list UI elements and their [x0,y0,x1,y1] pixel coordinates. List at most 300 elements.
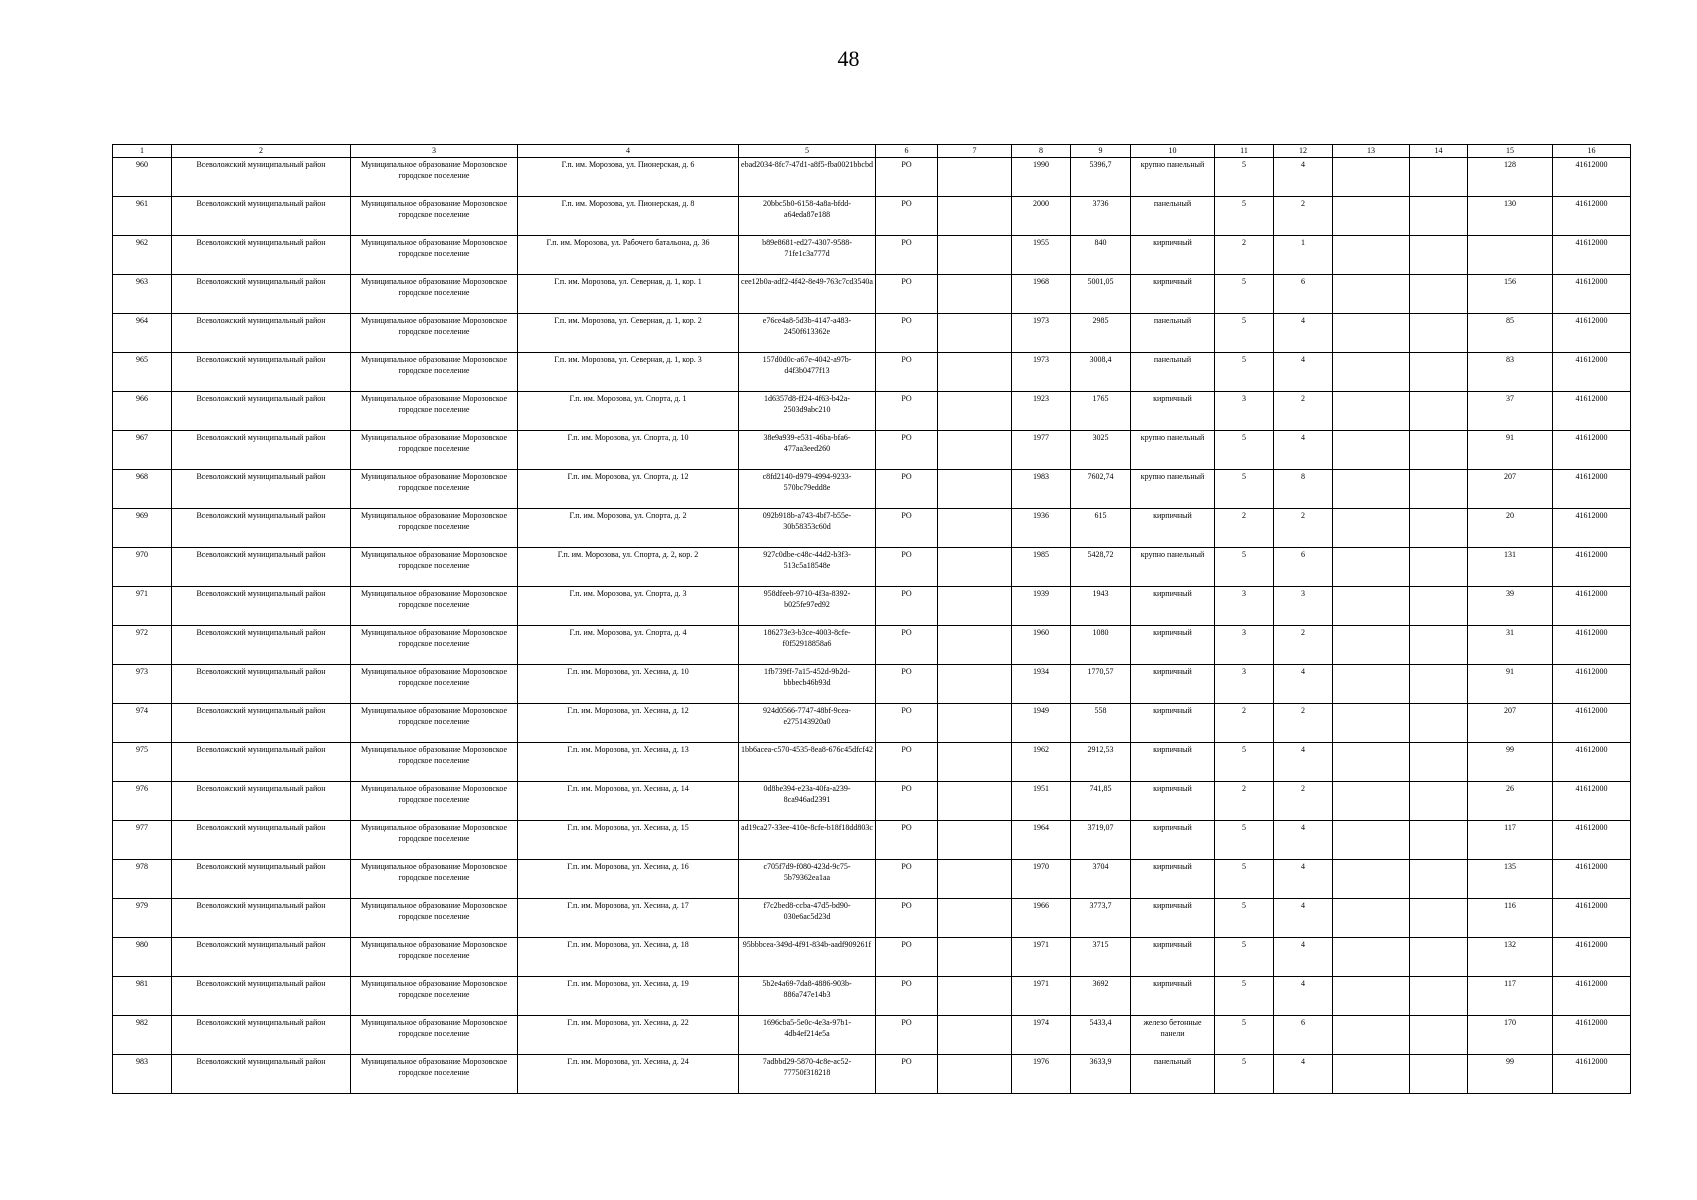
table-cell-col-11: 2 [1215,509,1274,548]
table-cell-col-16: 41612000 [1553,548,1631,587]
table-cell-col-5: 927c0dbe-c48c-44d2-b3f3-513c5a18548e [739,548,876,587]
table-cell-col-8: 1983 [1012,470,1071,509]
table-cell-col-12: 2 [1274,782,1333,821]
table-cell-col-5: 1696cba5-5e0c-4e3a-97b1-4db4ef214e5a [739,1016,876,1055]
table-cell-col-12: 2 [1274,392,1333,431]
table-cell-col-13 [1333,470,1410,509]
table-cell-col-13 [1333,626,1410,665]
table-cell-col-9: 1770,57 [1071,665,1131,704]
table-cell-col-6: РО [876,587,938,626]
table-row [113,821,1631,860]
table-cell-col-15: 117 [1468,821,1553,860]
table-cell-col-5: 0d8be394-e23a-40fa-a239-8ca946ad2391 [739,782,876,821]
table-cell-col-12: 4 [1274,1055,1333,1094]
table-row [113,1055,1631,1094]
table-cell-col-12: 4 [1274,431,1333,470]
table-row [113,392,1631,431]
table-cell-col-16: 41612000 [1553,938,1631,977]
table-cell-col-1: 965 [113,353,172,392]
table-cell-col-1: 983 [113,1055,172,1094]
table-cell-col-16: 41612000 [1553,821,1631,860]
table-cell-col-13 [1333,236,1410,275]
table-cell-col-5: 157d0d0c-a67e-4042-a97b-d4f3b0477f13 [739,353,876,392]
table-cell-col-14 [1410,197,1468,236]
table-cell-col-6: РО [876,938,938,977]
table-cell-col-3: Муниципальное образование Морозовское городское поселение [351,275,518,314]
table-cell-col-16: 41612000 [1553,392,1631,431]
table-cell-col-14 [1410,899,1468,938]
table-cell-col-7 [938,977,1012,1016]
table-row [113,743,1631,782]
table-cell-col-8: 1934 [1012,665,1071,704]
table-cell-col-14 [1410,548,1468,587]
table-cell-col-16: 41612000 [1553,1016,1631,1055]
table-cell-col-7 [938,782,1012,821]
table-cell-col-4: Г.п. им. Морозова, ул. Северная, д. 1, кор. 3 [518,353,739,392]
table-cell-col-11: 5 [1215,314,1274,353]
table-cell-col-7 [938,431,1012,470]
column-header-5: 5 [739,145,876,158]
column-header-8: 8 [1012,145,1071,158]
table-cell-col-3: Муниципальное образование Морозовское городское поселение [351,1016,518,1055]
table-cell-col-3: Муниципальное образование Морозовское городское поселение [351,431,518,470]
table-cell-col-6: РО [876,353,938,392]
table-cell-col-16: 41612000 [1553,509,1631,548]
table-row [113,704,1631,743]
table-cell-col-10: крупно панельный [1131,158,1215,197]
table-cell-col-12: 8 [1274,470,1333,509]
table-cell-col-12: 4 [1274,665,1333,704]
table-cell-col-15: 99 [1468,743,1553,782]
table-cell-col-9: 5396,7 [1071,158,1131,197]
table-cell-col-5: 7adbbd29-5870-4c8e-ac52-77750f318218 [739,1055,876,1094]
table-cell-col-2: Всеволожский муниципальный район [172,509,351,548]
table-row [113,587,1631,626]
table-cell-col-10: кирпичный [1131,626,1215,665]
table-cell-col-1: 980 [113,938,172,977]
table-cell-col-13 [1333,431,1410,470]
table-cell-col-3: Муниципальное образование Морозовское городское поселение [351,470,518,509]
table-cell-col-7 [938,704,1012,743]
table-cell-col-6: РО [876,704,938,743]
column-header-14: 14 [1410,145,1468,158]
table-cell-col-14 [1410,1016,1468,1055]
table-cell-col-9: 3719,07 [1071,821,1131,860]
table-cell-col-15: 83 [1468,353,1553,392]
table-cell-col-1: 971 [113,587,172,626]
table-cell-col-8: 1977 [1012,431,1071,470]
table-cell-col-4: Г.п. им. Морозова, ул. Хесина, д. 13 [518,743,739,782]
table-cell-col-2: Всеволожский муниципальный район [172,938,351,977]
table-cell-col-8: 1939 [1012,587,1071,626]
table-cell-col-2: Всеволожский муниципальный район [172,821,351,860]
table-cell-col-6: РО [876,665,938,704]
table-cell-col-4: Г.п. им. Морозова, ул. Пионерская, д. 6 [518,158,739,197]
table-cell-col-14 [1410,314,1468,353]
table-cell-col-12: 4 [1274,977,1333,1016]
column-header-3: 3 [351,145,518,158]
table-cell-col-6: РО [876,431,938,470]
table-cell-col-13 [1333,1055,1410,1094]
table-cell-col-10: крупно панельный [1131,470,1215,509]
table-cell-col-12: 4 [1274,158,1333,197]
table-cell-col-13 [1333,197,1410,236]
table-cell-col-15: 26 [1468,782,1553,821]
table-cell-col-1: 974 [113,704,172,743]
table-cell-col-14 [1410,353,1468,392]
table-row [113,197,1631,236]
table-cell-col-5: c705f7d9-f080-423d-9c75-5b79362ea1aa [739,860,876,899]
table-cell-col-6: РО [876,899,938,938]
table-cell-col-7 [938,548,1012,587]
table-cell-col-14 [1410,626,1468,665]
table-cell-col-8: 1960 [1012,626,1071,665]
table-cell-col-13 [1333,548,1410,587]
table-cell-col-8: 1968 [1012,275,1071,314]
table-cell-col-9: 1943 [1071,587,1131,626]
table-cell-col-2: Всеволожский муниципальный район [172,977,351,1016]
table-cell-col-2: Всеволожский муниципальный район [172,353,351,392]
table-cell-col-8: 1990 [1012,158,1071,197]
table-cell-col-12: 6 [1274,548,1333,587]
table-cell-col-10: панельный [1131,314,1215,353]
table-cell-col-5: b89e8681-ed27-4307-9588-71fe1c3a777d [739,236,876,275]
table-cell-col-4: Г.п. им. Морозова, ул. Хесина, д. 19 [518,977,739,1016]
table-cell-col-5: 958dfeeb-9710-4f3a-8392-b025fe97ed92 [739,587,876,626]
table-cell-col-4: Г.п. им. Морозова, ул. Хесина, д. 17 [518,899,739,938]
table-cell-col-9: 2912,53 [1071,743,1131,782]
table-cell-col-7 [938,1055,1012,1094]
table-cell-col-6: РО [876,1016,938,1055]
table-cell-col-9: 5433,4 [1071,1016,1131,1055]
table-cell-col-12: 2 [1274,704,1333,743]
table-cell-col-1: 969 [113,509,172,548]
table-cell-col-15: 130 [1468,197,1553,236]
table-cell-col-2: Всеволожский муниципальный район [172,899,351,938]
table-cell-col-4: Г.п. им. Морозова, ул. Хесина, д. 14 [518,782,739,821]
table-cell-col-15: 91 [1468,431,1553,470]
table-cell-col-3: Муниципальное образование Морозовское городское поселение [351,548,518,587]
table-cell-col-13 [1333,509,1410,548]
table-cell-col-5: f7c2bed8-ccba-47d5-bd90-030e6ac5d23d [739,899,876,938]
table-cell-col-9: 615 [1071,509,1131,548]
table-cell-col-16: 41612000 [1553,353,1631,392]
table-body [113,158,1631,1094]
table-row [113,1016,1631,1055]
table-cell-col-14 [1410,587,1468,626]
table-cell-col-14 [1410,938,1468,977]
table-cell-col-10: панельный [1131,353,1215,392]
table-row [113,548,1631,587]
table-cell-col-11: 2 [1215,782,1274,821]
table-cell-col-10: кирпичный [1131,665,1215,704]
table-cell-col-9: 741,85 [1071,782,1131,821]
table-cell-col-3: Муниципальное образование Морозовское городское поселение [351,743,518,782]
table-cell-col-11: 5 [1215,470,1274,509]
table-cell-col-10: кирпичный [1131,860,1215,899]
table-cell-col-2: Всеволожский муниципальный район [172,626,351,665]
table-cell-col-10: кирпичный [1131,236,1215,275]
table-cell-col-7 [938,353,1012,392]
table-cell-col-3: Муниципальное образование Морозовское городское поселение [351,899,518,938]
table-cell-col-9: 3736 [1071,197,1131,236]
table-cell-col-11: 2 [1215,236,1274,275]
table-cell-col-7 [938,665,1012,704]
table-cell-col-12: 4 [1274,353,1333,392]
table-cell-col-6: РО [876,860,938,899]
table-cell-col-15: 131 [1468,548,1553,587]
table-cell-col-8: 1973 [1012,314,1071,353]
table-cell-col-9: 3715 [1071,938,1131,977]
table-cell-col-15: 20 [1468,509,1553,548]
column-header-13: 13 [1333,145,1410,158]
table-cell-col-14 [1410,665,1468,704]
table-cell-col-13 [1333,821,1410,860]
table-cell-col-10: кирпичный [1131,899,1215,938]
table-cell-col-3: Муниципальное образование Морозовское городское поселение [351,1055,518,1094]
table-cell-col-7 [938,509,1012,548]
table-cell-col-15: 132 [1468,938,1553,977]
table-cell-col-7 [938,275,1012,314]
table-cell-col-6: РО [876,821,938,860]
table-cell-col-9: 2985 [1071,314,1131,353]
table-cell-col-3: Муниципальное образование Морозовское городское поселение [351,353,518,392]
table-cell-col-10: панельный [1131,197,1215,236]
column-header-11: 11 [1215,145,1274,158]
table-cell-col-2: Всеволожский муниципальный район [172,782,351,821]
table-cell-col-13 [1333,392,1410,431]
column-header-10: 10 [1131,145,1215,158]
table-cell-col-1: 977 [113,821,172,860]
table-cell-col-11: 5 [1215,548,1274,587]
table-cell-col-5: ebad2034-8fc7-47d1-a8f5-fba0021bbcbd [739,158,876,197]
table-cell-col-9: 1080 [1071,626,1131,665]
table-cell-col-15: 99 [1468,1055,1553,1094]
table-cell-col-14 [1410,743,1468,782]
table-cell-col-7 [938,1016,1012,1055]
table-row [113,314,1631,353]
table-cell-col-16: 41612000 [1553,977,1631,1016]
table-cell-col-9: 3025 [1071,431,1131,470]
table-cell-col-3: Муниципальное образование Морозовское городское поселение [351,782,518,821]
table-cell-col-4: Г.п. им. Морозова, ул. Спорта, д. 10 [518,431,739,470]
table-cell-col-10: железо бетонные панели [1131,1016,1215,1055]
table-cell-col-4: Г.п. им. Морозова, ул. Спорта, д. 12 [518,470,739,509]
table-cell-col-12: 2 [1274,626,1333,665]
table-cell-col-16: 41612000 [1553,236,1631,275]
table-cell-col-3: Муниципальное образование Морозовское городское поселение [351,197,518,236]
table-cell-col-13 [1333,275,1410,314]
table-cell-col-1: 978 [113,860,172,899]
table-cell-col-10: кирпичный [1131,743,1215,782]
table-cell-col-12: 4 [1274,821,1333,860]
table-cell-col-1: 982 [113,1016,172,1055]
table-cell-col-1: 967 [113,431,172,470]
table-cell-col-7 [938,236,1012,275]
table-cell-col-15: 85 [1468,314,1553,353]
table-cell-col-7 [938,626,1012,665]
table-cell-col-14 [1410,236,1468,275]
table-cell-col-4: Г.п. им. Морозова, ул. Спорта, д. 3 [518,587,739,626]
table-row [113,626,1631,665]
table-cell-col-3: Муниципальное образование Морозовское городское поселение [351,860,518,899]
table-row [113,977,1631,1016]
table-cell-col-10: кирпичный [1131,821,1215,860]
table-cell-col-2: Всеволожский муниципальный район [172,704,351,743]
table-cell-col-9: 3633,9 [1071,1055,1131,1094]
table-cell-col-3: Муниципальное образование Морозовское городское поселение [351,587,518,626]
table-cell-col-2: Всеволожский муниципальный район [172,392,351,431]
table-cell-col-1: 963 [113,275,172,314]
table-cell-col-2: Всеволожский муниципальный район [172,275,351,314]
table-cell-col-16: 41612000 [1553,1055,1631,1094]
table-cell-col-4: Г.п. им. Морозова, ул. Хесина, д. 24 [518,1055,739,1094]
table-cell-col-4: Г.п. им. Морозова, ул. Хесина, д. 10 [518,665,739,704]
table-cell-col-11: 5 [1215,938,1274,977]
table-cell-col-7 [938,470,1012,509]
table-cell-col-8: 1974 [1012,1016,1071,1055]
table-cell-col-8: 1976 [1012,1055,1071,1094]
table-cell-col-6: РО [876,548,938,587]
table-cell-col-1: 976 [113,782,172,821]
column-header-15: 15 [1468,145,1553,158]
table-cell-col-11: 5 [1215,158,1274,197]
table-cell-col-12: 6 [1274,275,1333,314]
table-cell-col-8: 1973 [1012,353,1071,392]
table-cell-col-5: 95bbbcea-349d-4f91-834b-aadf909261f [739,938,876,977]
table-cell-col-6: РО [876,197,938,236]
table-cell-col-8: 1955 [1012,236,1071,275]
table-cell-col-14 [1410,431,1468,470]
table-cell-col-2: Всеволожский муниципальный район [172,743,351,782]
table-cell-col-5: 092b918b-a743-4bf7-b55e-30b58353c60d [739,509,876,548]
table-cell-col-5: 38e9a939-e531-46ba-bfa6-477aa3eed260 [739,431,876,470]
table-cell-col-5: 20bbc5b0-6158-4a8a-bfdd-a64eda87e188 [739,197,876,236]
table-cell-col-14 [1410,821,1468,860]
table-cell-col-12: 4 [1274,743,1333,782]
table-cell-col-8: 1970 [1012,860,1071,899]
table-cell-col-12: 4 [1274,860,1333,899]
table-cell-col-13 [1333,977,1410,1016]
table-row [113,353,1631,392]
column-header-4: 4 [518,145,739,158]
table-cell-col-11: 5 [1215,353,1274,392]
table-cell-col-13 [1333,1016,1410,1055]
table-cell-col-15: 117 [1468,977,1553,1016]
table-cell-col-11: 3 [1215,587,1274,626]
table-cell-col-4: Г.п. им. Морозова, ул. Северная, д. 1, кор. 2 [518,314,739,353]
table-cell-col-11: 3 [1215,392,1274,431]
table-cell-col-7 [938,314,1012,353]
table-cell-col-3: Муниципальное образование Морозовское городское поселение [351,626,518,665]
table-cell-col-8: 2000 [1012,197,1071,236]
table-cell-col-6: РО [876,236,938,275]
table-cell-col-7 [938,197,1012,236]
table-cell-col-13 [1333,587,1410,626]
table-cell-col-2: Всеволожский муниципальный район [172,158,351,197]
table-cell-col-3: Муниципальное образование Морозовское городское поселение [351,509,518,548]
column-header-2: 2 [172,145,351,158]
table-cell-col-14 [1410,158,1468,197]
table-cell-col-11: 5 [1215,860,1274,899]
table-cell-col-12: 4 [1274,314,1333,353]
table-cell-col-15 [1468,236,1553,275]
table-cell-col-10: крупно панельный [1131,431,1215,470]
table-cell-col-3: Муниципальное образование Морозовское городское поселение [351,665,518,704]
table-cell-col-3: Муниципальное образование Морозовское городское поселение [351,977,518,1016]
table-row [113,431,1631,470]
table-cell-col-16: 41612000 [1553,626,1631,665]
table-cell-col-2: Всеволожский муниципальный район [172,1016,351,1055]
column-header-6: 6 [876,145,938,158]
table-cell-col-11: 3 [1215,626,1274,665]
table-cell-col-6: РО [876,314,938,353]
table-row [113,899,1631,938]
table-cell-col-7 [938,899,1012,938]
table-cell-col-10: кирпичный [1131,509,1215,548]
table-cell-col-9: 5001,05 [1071,275,1131,314]
table-cell-col-8: 1949 [1012,704,1071,743]
table-cell-col-10: кирпичный [1131,704,1215,743]
table-cell-col-16: 41612000 [1553,314,1631,353]
table-cell-col-16: 41612000 [1553,431,1631,470]
table-cell-col-9: 1765 [1071,392,1131,431]
column-header-16: 16 [1553,145,1631,158]
table-cell-col-1: 979 [113,899,172,938]
table-cell-col-8: 1936 [1012,509,1071,548]
table-cell-col-9: 840 [1071,236,1131,275]
page-number: 48 [837,46,860,71]
table-cell-col-16: 41612000 [1553,587,1631,626]
table-cell-col-1: 973 [113,665,172,704]
table-cell-col-4: Г.п. им. Морозова, ул. Спорта, д. 2 [518,509,739,548]
housing-registry-table [112,144,1631,1094]
table-cell-col-6: РО [876,626,938,665]
table-cell-col-12: 1 [1274,236,1333,275]
table-cell-col-15: 207 [1468,470,1553,509]
table-cell-col-1: 961 [113,197,172,236]
table-cell-col-13 [1333,704,1410,743]
table-cell-col-6: РО [876,782,938,821]
table-cell-col-8: 1964 [1012,821,1071,860]
table-cell-col-8: 1971 [1012,977,1071,1016]
table-cell-col-13 [1333,938,1410,977]
table-row [113,665,1631,704]
table-cell-col-14 [1410,782,1468,821]
table-cell-col-5: 5b2e4a69-7da8-4886-903b-886a747e14b3 [739,977,876,1016]
column-header-7: 7 [938,145,1012,158]
table-cell-col-13 [1333,782,1410,821]
table-cell-col-15: 39 [1468,587,1553,626]
table-cell-col-2: Всеволожский муниципальный район [172,197,351,236]
table-cell-col-7 [938,743,1012,782]
table-cell-col-2: Всеволожский муниципальный район [172,587,351,626]
table-cell-col-12: 6 [1274,1016,1333,1055]
table-cell-col-5: 1bb6acea-c570-4535-8ea8-676c45dfcf42 [739,743,876,782]
table-cell-col-9: 3704 [1071,860,1131,899]
table-cell-col-9: 3692 [1071,977,1131,1016]
table-cell-col-15: 37 [1468,392,1553,431]
table-cell-col-7 [938,392,1012,431]
table-cell-col-9: 3008,4 [1071,353,1131,392]
table-cell-col-6: РО [876,275,938,314]
table-cell-col-9: 558 [1071,704,1131,743]
table-cell-col-1: 968 [113,470,172,509]
column-header-1: 1 [113,145,172,158]
table-cell-col-2: Всеволожский муниципальный район [172,548,351,587]
table-cell-col-14 [1410,470,1468,509]
table-cell-col-11: 5 [1215,977,1274,1016]
